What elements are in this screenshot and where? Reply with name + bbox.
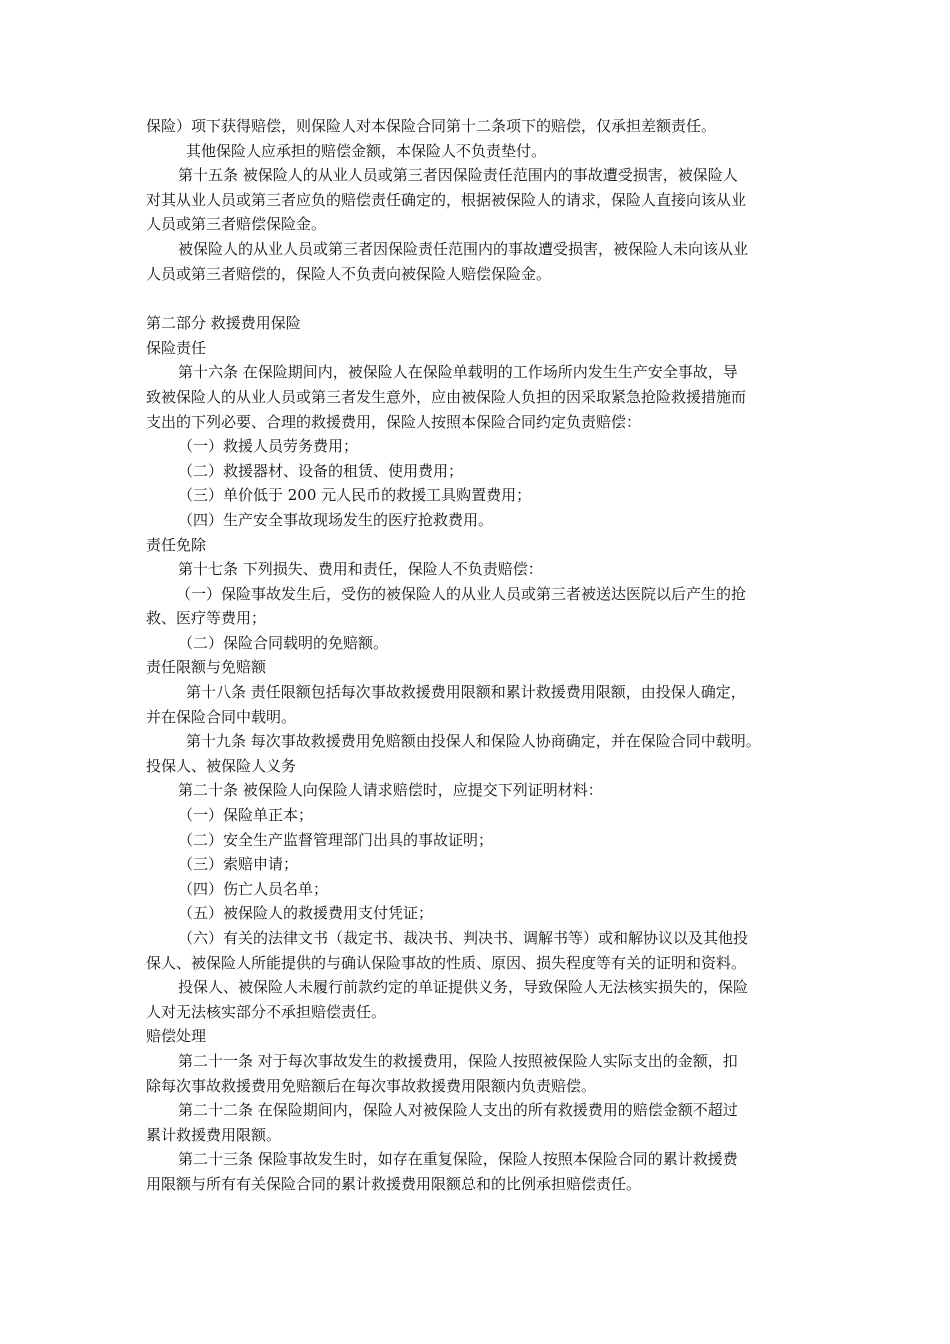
list-item: （三）索赔申请； xyxy=(178,855,299,874)
text-line: 并在保险合同中载明。 xyxy=(146,707,297,726)
text-line: 人员或第三者赔偿的，保险人不负责向被保险人赔偿保险金。 xyxy=(146,264,552,283)
text-line: 第二十三条 保险事故发生时，如存在重复保险，保险人按照本保险合同的累计救援费 xyxy=(178,1150,738,1169)
text-line: 保险）项下获得赔偿，则保险人对本保险合同第十二条项下的赔偿，仅承担差额责任。 xyxy=(146,117,717,135)
text-line: 第二十一条 对于每次事故发生的救援费用，保险人按照被保险人实际支出的金额，扣 xyxy=(178,1051,738,1070)
list-item: （一）保险单正本； xyxy=(178,806,314,825)
subsection-heading: 保险责任 xyxy=(146,338,207,357)
document-page xyxy=(146,114,810,1197)
text-line: 对其从业人员或第三者应负的赔偿责任确定的，根据被保险人的请求，保险人直接向该从业 xyxy=(146,190,747,209)
subsection-heading: 投保人、被保险人义务 xyxy=(146,756,297,775)
text-line: 支出的下列必要、合理的救援费用，保险人按照本保险合同约定负责赔偿： xyxy=(146,412,642,431)
text-line: 其他保险人应承担的赔偿金额，本保险人不负责垫付。 xyxy=(186,141,547,160)
text-line: 人员或第三者赔偿保险金。 xyxy=(146,215,327,234)
list-item: （二）保险合同载明的免赔额。 xyxy=(178,633,389,652)
text-line: 第十七条 下列损失、费用和责任，保险人不负责赔偿： xyxy=(178,560,543,579)
text-line: 投保人、被保险人未履行前款约定的单证提供义务，导致保险人无法核实损失的，保险 xyxy=(178,978,749,997)
list-item: （二）安全生产监督管理部门出具的事故证明； xyxy=(178,830,494,849)
text-line: 累计救援费用限额。 xyxy=(146,1125,282,1144)
text-line: 救、医疗等费用； xyxy=(146,609,267,628)
list-item: （二）救援器材、设备的租赁、使用费用； xyxy=(178,461,464,480)
list-item: （一）保险事故发生后，受伤的被保险人的从业人员或第三者被送达医院以后产生的抢 xyxy=(176,584,747,603)
list-item: （六）有关的法律文书（裁定书、裁决书、判决书、调解书等）或和解协议以及其他投 xyxy=(178,929,749,947)
text-line: 第十九条 每次事故救援费用免赔额由投保人和保险人协商确定，并在保险合同中载明。 xyxy=(186,732,761,751)
text-line: 用限额与所有有关保险合同的累计救援费用限额总和的比例承担赔偿责任。 xyxy=(146,1174,642,1193)
text-line: 第二十条 被保险人向保险人请求赔偿时，应提交下列证明材料： xyxy=(178,781,603,800)
text-line: 第十五条 被保险人的从业人员或第三者因保险责任范围内的事故遭受损害，被保险人 xyxy=(178,166,738,185)
subsection-heading: 责任限额与免赔额 xyxy=(146,658,267,677)
list-item: （四）生产安全事故现场发生的医疗抢救费用。 xyxy=(178,510,494,529)
text-line: 人对无法核实部分不承担赔偿责任。 xyxy=(146,1002,387,1021)
text-line: 保人、被保险人所能提供的与确认保险事故的性质、原因、损失程度等有关的证明和资料。 xyxy=(146,953,747,972)
text-line: 除每次事故救援费用免赔额后在每次事故救援费用限额内负责赔偿。 xyxy=(146,1076,597,1095)
list-item: （三）单价低于 200 元人民币的救援工具购置费用； xyxy=(178,486,532,505)
section-heading: 第二部分 救援费用保险 xyxy=(146,314,301,333)
list-item: （四）伤亡人员名单； xyxy=(178,879,329,898)
text-line: 第十八条 责任限额包括每次事故救援费用限额和累计救援费用限额，由投保人确定， xyxy=(186,683,746,702)
blank-line xyxy=(146,286,810,311)
list-item: （一）救援人员劳务费用； xyxy=(178,437,359,456)
subsection-heading: 责任免除 xyxy=(146,535,207,554)
text-line: 第十六条 在保险期间内，被保险人在保险单载明的工作场所内发生生产安全事故，导 xyxy=(178,363,738,382)
list-item: （五）被保险人的救援费用支付凭证； xyxy=(178,904,434,923)
subsection-heading: 赔偿处理 xyxy=(146,1027,207,1046)
text-line: 被保险人的从业人员或第三者因保险责任范围内的事故遭受损害，被保险人未向该从业 xyxy=(178,239,749,258)
text-line: 致被保险人的从业人员或第三者发生意外，应由被保险人负担的因采取紧急抢险救援措施而 xyxy=(146,387,747,406)
text-line: 第二十二条 在保险期间内，保险人对被保险人支出的所有救援费用的赔偿金额不超过 xyxy=(178,1101,738,1120)
